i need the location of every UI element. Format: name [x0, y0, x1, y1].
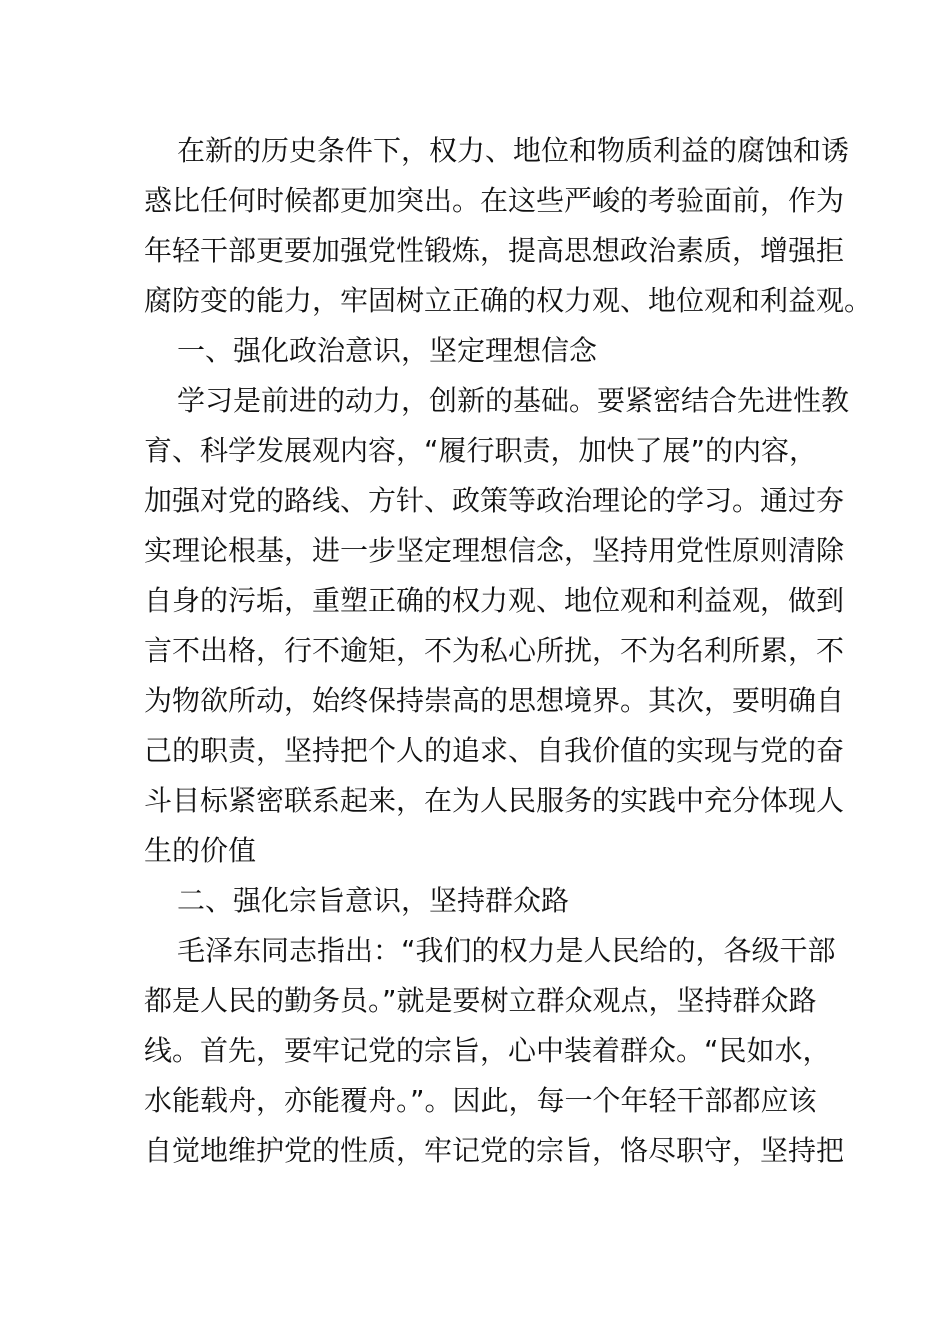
section-heading-2: 二、强化宗旨意识，坚持群众路 [177, 884, 570, 917]
text-line: 生的价值 [144, 834, 257, 867]
text-line: 自觉地维护党的性质，牢记党的宗旨，恪尽职守，坚持把 [144, 1134, 845, 1167]
text-line: 自身的污垢，重塑正确的权力观、地位观和利益观，做到 [144, 584, 845, 617]
paragraph-intro [144, 126, 873, 326]
text-line: 年轻干部更要加强党性锻炼，提高思想政治素质，增强拒 [144, 234, 845, 267]
text-line: 毛泽东同志指出：“我们的权力是人民给的，各级干部 [177, 934, 836, 967]
text-line: 育、科学发展观内容，“履行职责，加快了展”的内容， [144, 434, 818, 467]
paragraph-political-awareness [144, 376, 850, 876]
text-line: 言不出格，行不逾矩，不为私心所扰，不为名利所累，不 [144, 634, 845, 667]
paragraph-mass-line [144, 926, 845, 1176]
text-line: 为物欲所动，始终保持崇高的思想境界。其次，要明确自 [144, 684, 845, 717]
text-line: 加强对党的路线、方针、政策等政治理论的学习。通过夯 [144, 484, 845, 517]
text-line: 学习是前进的动力，创新的基础。要紧密结合先进性教 [177, 384, 850, 417]
text-line: 线。首先，要牢记党的宗旨，心中装着群众。“民如水， [144, 1034, 831, 1067]
text-line: 己的职责，坚持把个人的追求、自我价值的实现与党的奋 [144, 734, 845, 767]
text-line: 腐防变的能力，牢固树立正确的权力观、地位观和利益观。 [144, 284, 873, 317]
document-body [144, 126, 873, 1176]
section-heading-1: 一、强化政治意识，坚定理想信念 [177, 334, 598, 367]
text-line: 斗目标紧密联系起来，在为人民服务的实践中充分体现人 [144, 784, 845, 817]
text-line: 都是人民的勤务员。”就是要树立群众观点，坚持群众路 [144, 984, 817, 1017]
text-line: 在新的历史条件下，权力、地位和物质利益的腐蚀和诱 [177, 134, 850, 167]
text-line: 实理论根基，进一步坚定理想信念，坚持用党性原则清除 [144, 534, 845, 567]
text-line: 惑比任何时候都更加突出。在这些严峻的考验面前，作为 [144, 184, 845, 217]
text-line: 水能载舟，亦能覆舟。”。因此，每一个年轻干部都应该 [144, 1084, 817, 1117]
